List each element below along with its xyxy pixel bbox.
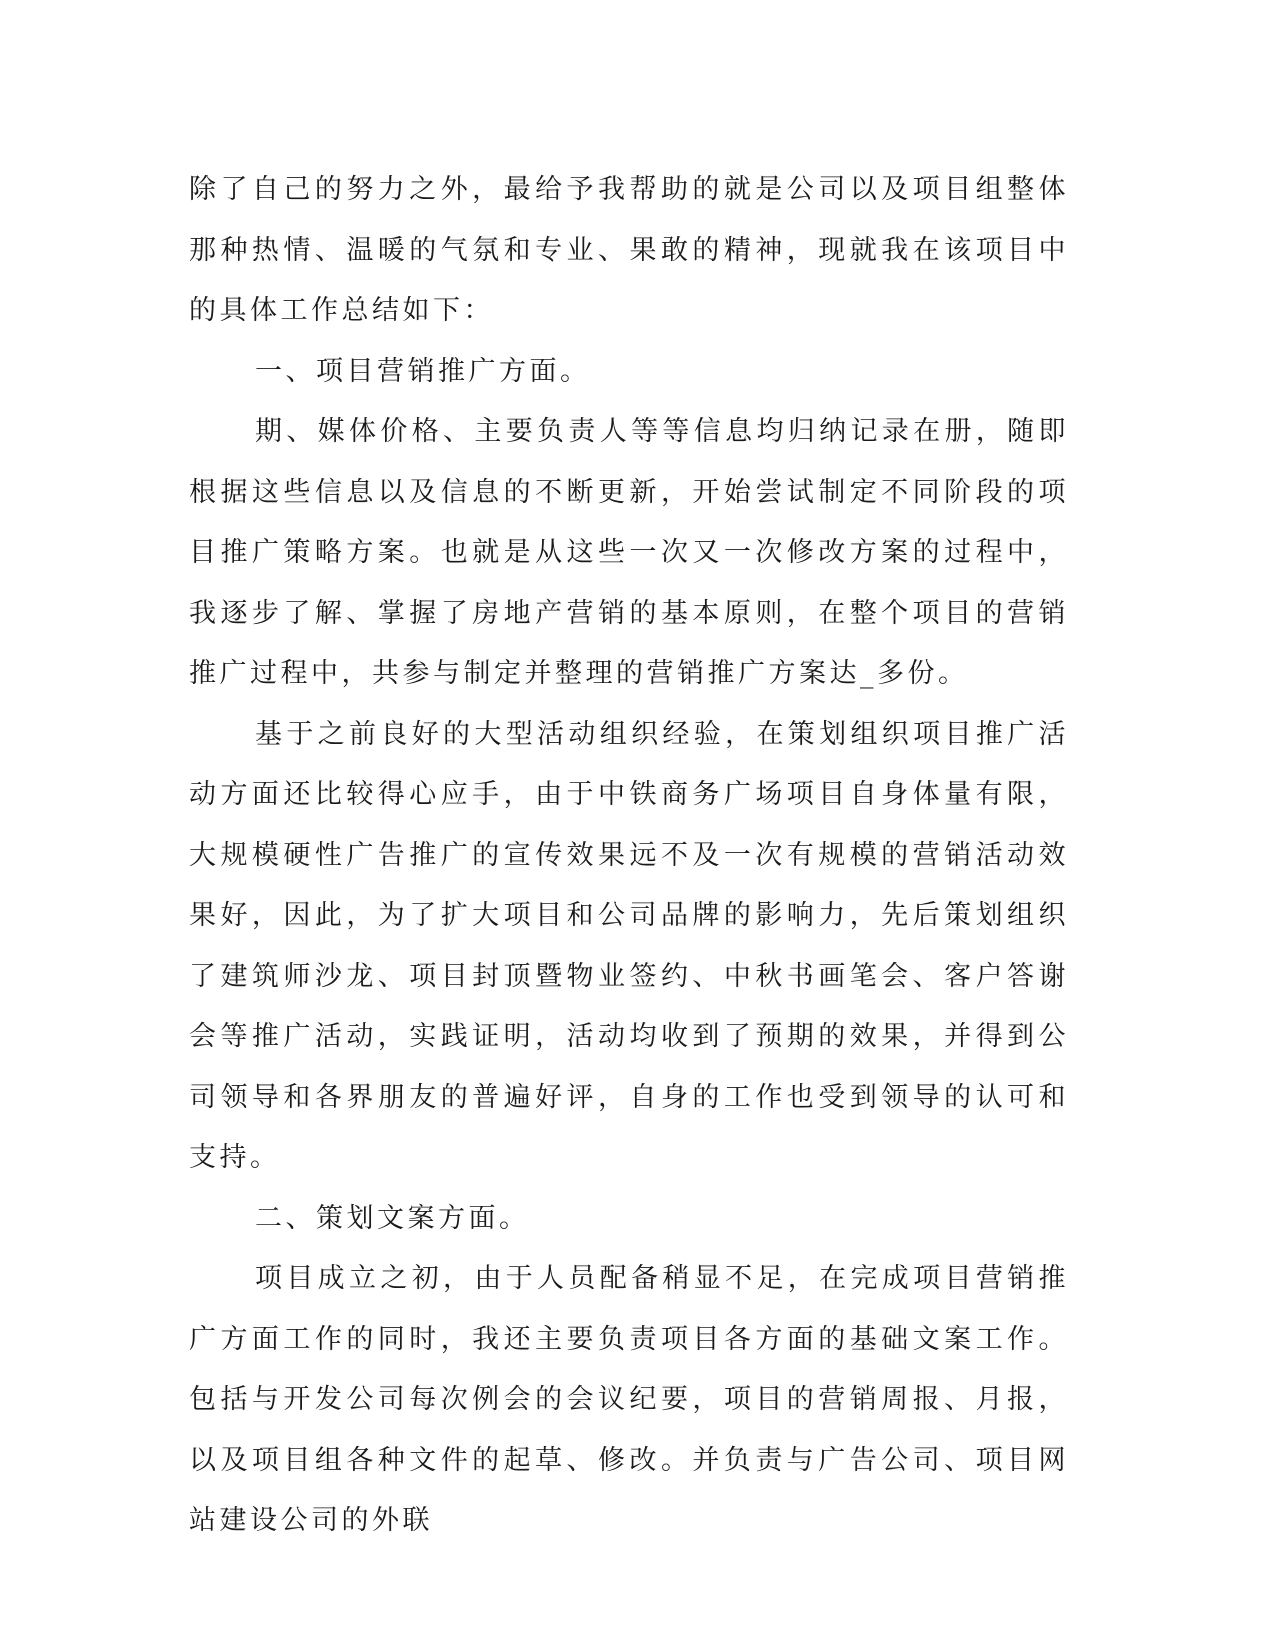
document-body [189,160,1069,1552]
section-heading-marketing: 一、项目营销推广方面。 [255,355,591,387]
paragraph-copywriting-work: 项目成立之初，由于人员配备稍显不足，在完成项目营销推广方面工作的同时，我还主要负责项目各方面的基础文案工作。包括与开发公司每次例会的会议纪要，项目的营销周报、月报，以及项目组各种文件的起草、修改。并负责与广告公司、项目网站建设公司的外联 [189,1263,1069,1536]
paragraph-marketing-events: 基于之前良好的大型活动组织经验，在策划组织项目推广活动方面还比较得心应手，由于中铁商务广场项目自身体量有限，大规模硬性广告推广的宣传效果远不及一次有规模的营销活动效果好，因此，为了扩大项目和公司品牌的影响力，先后策划组织了建筑师沙龙、项目封顶暨物业签约、中秋书画笔会、客户答谢会等推广活动，实践证明，活动均收到了预期的效果，并得到公司领导和各界朋友的普遍好评，自身的工作也受到领导的认可和支持。 [189,718,1069,1173]
section-heading-copywriting: 二、策划文案方面。 [255,1202,530,1234]
paragraph-marketing-plans: 期、媒体价格、主要负责人等等信息均归纳记录在册，随即根据这些信息以及信息的不断更新，开始尝试制定不同阶段的项目推广策略方案。也就是从这些一次又一次修改方案的过程中，我逐步了解、掌握了房地产营销的基本原则，在整个项目的营销推广过程中，共参与制定并整理的营销推广方案达_多份。 [189,416,1069,689]
paragraph-intro-continuation: 除了自己的努力之外，最给予我帮助的就是公司以及项目组整体那种热情、温暖的气氛和专业、果敢的精神，现就我在该项目中的具体工作总结如下： [189,174,1069,326]
